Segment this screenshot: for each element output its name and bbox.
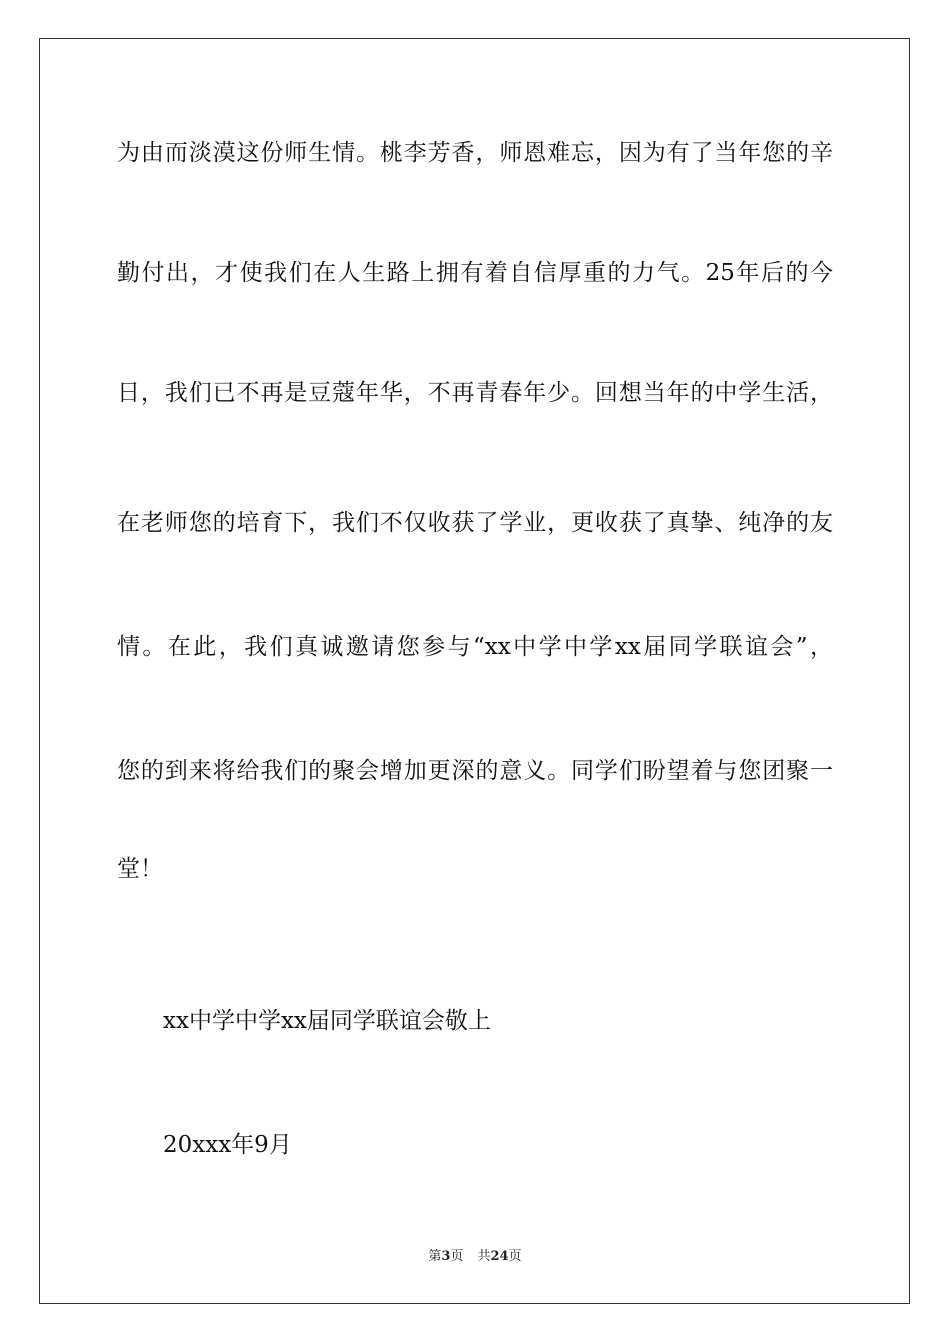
page-frame (39, 38, 910, 1304)
page-footer (0, 1248, 950, 1266)
date: 20xxx年9月 (163, 1132, 292, 1158)
paragraph-line-1: 为由而淡漠这份师生情。桃李芳香，师恩难忘，因为有了当年您的辛 (117, 140, 833, 166)
total-prefix: 共 (477, 1249, 491, 1264)
paragraph-line-4: 在老师您的培育下，我们不仅收获了学业，更收获了真挚、纯净的友 (117, 510, 833, 536)
paragraph-line-2: 勤付出，才使我们在人生路上拥有着自信厚重的力气。25年后的今 (117, 260, 833, 286)
paragraph-line-6: 您的到来将给我们的聚会增加更深的意义。同学们盼望着与您团聚一 (117, 758, 833, 784)
total-pages: 24 (490, 1249, 509, 1264)
paragraph-line-7: 堂！ (117, 856, 163, 882)
signature: xx中学中学xx届同学联谊会敬上 (163, 1008, 491, 1034)
total-suffix: 页 (508, 1249, 522, 1264)
paragraph-line-3: 日，我们已不再是豆蔻年华，不再青春年少。回想当年的中学生活， (117, 380, 833, 406)
paragraph-line-5: 情。在此，我们真诚邀请您参与“xx中学中学xx届同学联谊会”， (117, 634, 833, 660)
page-prefix: 第 (428, 1249, 442, 1264)
page-number: 3 (441, 1249, 451, 1264)
page-suffix: 页 (450, 1249, 464, 1264)
